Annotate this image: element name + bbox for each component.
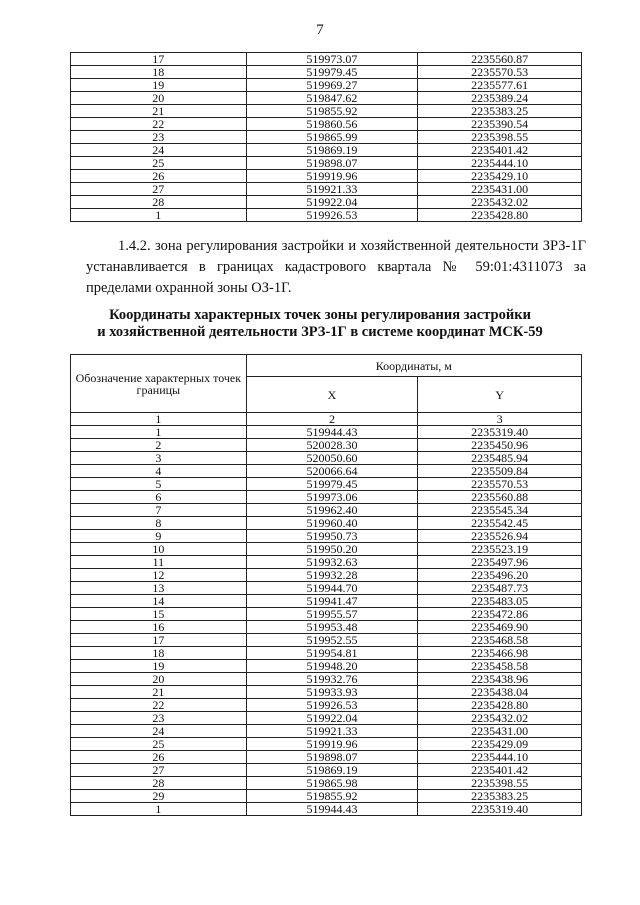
y-coordinate-cell: 2235497.96 bbox=[418, 556, 582, 569]
point-number-cell: 5 bbox=[71, 478, 247, 491]
x-coordinate-cell: 519950.20 bbox=[246, 543, 418, 556]
point-number-cell: 25 bbox=[71, 738, 247, 751]
table-row bbox=[71, 53, 582, 66]
x-coordinate-cell: 519898.07 bbox=[246, 157, 418, 170]
y-coordinate-cell: 2235432.02 bbox=[418, 196, 582, 209]
table-row bbox=[71, 530, 582, 543]
y-coordinate-cell: 2235466.98 bbox=[418, 647, 582, 660]
x-coordinate-cell: 519952.55 bbox=[246, 634, 418, 647]
table-row bbox=[71, 170, 582, 183]
point-number-cell: 3 bbox=[71, 452, 247, 465]
table-row bbox=[71, 569, 582, 582]
point-number-cell: 14 bbox=[71, 595, 247, 608]
column-index-2: 2 bbox=[246, 413, 418, 426]
x-coordinate-cell: 519950.73 bbox=[246, 530, 418, 543]
point-number-cell: 10 bbox=[71, 543, 247, 556]
x-coordinate-cell: 519960.40 bbox=[246, 517, 418, 530]
point-number-cell: 20 bbox=[71, 673, 247, 686]
y-coordinate-cell: 2235469.90 bbox=[418, 621, 582, 634]
y-coordinate-cell: 2235432.02 bbox=[418, 712, 582, 725]
point-number-cell: 16 bbox=[71, 621, 247, 634]
x-coordinate-cell: 519969.27 bbox=[246, 79, 418, 92]
table-row bbox=[71, 634, 582, 647]
x-coordinate-cell: 519953.48 bbox=[246, 621, 418, 634]
point-number-cell: 27 bbox=[71, 183, 247, 196]
point-number-cell: 22 bbox=[71, 699, 247, 712]
y-coordinate-cell: 2235485.94 bbox=[418, 452, 582, 465]
y-coordinate-cell: 2235509.84 bbox=[418, 465, 582, 478]
x-coordinate-cell: 519979.45 bbox=[246, 478, 418, 491]
y-coordinate-cell: 2235438.04 bbox=[418, 686, 582, 699]
x-coordinate-cell: 519865.99 bbox=[246, 131, 418, 144]
table-row bbox=[71, 556, 582, 569]
x-coordinate-cell: 519973.07 bbox=[246, 53, 418, 66]
table-row bbox=[71, 790, 582, 803]
y-coordinate-cell: 2235545.34 bbox=[418, 504, 582, 517]
point-number-cell: 25 bbox=[71, 157, 247, 170]
y-coordinate-cell: 2235429.10 bbox=[418, 170, 582, 183]
y-coordinate-cell: 2235542.45 bbox=[418, 517, 582, 530]
x-coordinate-cell: 519921.33 bbox=[246, 183, 418, 196]
table-row bbox=[71, 751, 582, 764]
x-coordinate-cell: 519921.33 bbox=[246, 725, 418, 738]
table-row bbox=[71, 452, 582, 465]
point-number-cell: 28 bbox=[71, 777, 247, 790]
x-coordinate-cell: 519941.47 bbox=[246, 595, 418, 608]
point-number-cell: 17 bbox=[71, 53, 247, 66]
table-row bbox=[71, 66, 582, 79]
x-coordinate-cell: 519948.20 bbox=[246, 660, 418, 673]
x-coordinate-cell: 519944.43 bbox=[246, 803, 418, 816]
point-number-cell: 21 bbox=[71, 105, 247, 118]
header-y: Y bbox=[418, 377, 582, 413]
coordinates-table-continued bbox=[70, 52, 582, 222]
x-coordinate-cell: 520028.30 bbox=[246, 439, 418, 452]
y-coordinate-cell: 2235523.19 bbox=[418, 543, 582, 556]
table-row bbox=[71, 686, 582, 699]
point-number-cell: 2 bbox=[71, 439, 247, 452]
table-row bbox=[71, 92, 582, 105]
x-coordinate-cell: 519860.56 bbox=[246, 118, 418, 131]
y-coordinate-cell: 2235431.00 bbox=[418, 725, 582, 738]
point-number-cell: 26 bbox=[71, 751, 247, 764]
x-coordinate-cell: 519898.07 bbox=[246, 751, 418, 764]
point-number-cell: 18 bbox=[71, 647, 247, 660]
x-coordinate-cell: 519932.63 bbox=[246, 556, 418, 569]
table-row bbox=[71, 478, 582, 491]
table-row bbox=[71, 738, 582, 751]
y-coordinate-cell: 2235383.25 bbox=[418, 105, 582, 118]
x-coordinate-cell: 520050.60 bbox=[246, 452, 418, 465]
x-coordinate-cell: 519932.28 bbox=[246, 569, 418, 582]
y-coordinate-cell: 2235398.55 bbox=[418, 131, 582, 144]
y-coordinate-cell: 2235570.53 bbox=[418, 478, 582, 491]
table-row bbox=[71, 543, 582, 556]
table-row bbox=[71, 209, 582, 222]
x-coordinate-cell: 519933.93 bbox=[246, 686, 418, 699]
y-coordinate-cell: 2235319.40 bbox=[418, 426, 582, 439]
point-number-cell: 18 bbox=[71, 66, 247, 79]
y-coordinate-cell: 2235390.54 bbox=[418, 118, 582, 131]
y-coordinate-cell: 2235398.55 bbox=[418, 777, 582, 790]
x-coordinate-cell: 520066.64 bbox=[246, 465, 418, 478]
table-row bbox=[71, 673, 582, 686]
x-coordinate-cell: 519855.92 bbox=[246, 790, 418, 803]
header-coordinates: Координаты, м bbox=[246, 355, 581, 377]
point-number-cell: 21 bbox=[71, 686, 247, 699]
y-coordinate-cell: 2235468.58 bbox=[418, 634, 582, 647]
table-row bbox=[71, 608, 582, 621]
y-coordinate-cell: 2235450.96 bbox=[418, 439, 582, 452]
table-row bbox=[71, 621, 582, 634]
y-coordinate-cell: 2235383.25 bbox=[418, 790, 582, 803]
table-row bbox=[71, 777, 582, 790]
column-index-3: 3 bbox=[418, 413, 582, 426]
x-coordinate-cell: 519919.96 bbox=[246, 738, 418, 751]
table-row bbox=[71, 465, 582, 478]
table-row bbox=[71, 725, 582, 738]
y-coordinate-cell: 2235438.96 bbox=[418, 673, 582, 686]
point-number-cell: 4 bbox=[71, 465, 247, 478]
point-number-cell: 24 bbox=[71, 144, 247, 157]
point-number-cell: 29 bbox=[71, 790, 247, 803]
table-row bbox=[71, 79, 582, 92]
y-coordinate-cell: 2235428.80 bbox=[418, 209, 582, 222]
column-index-1: 1 bbox=[71, 413, 247, 426]
x-coordinate-cell: 519847.62 bbox=[246, 92, 418, 105]
point-number-cell: 27 bbox=[71, 764, 247, 777]
y-coordinate-cell: 2235487.73 bbox=[418, 582, 582, 595]
y-coordinate-cell: 2235458.58 bbox=[418, 660, 582, 673]
x-coordinate-cell: 519922.04 bbox=[246, 196, 418, 209]
table-heading bbox=[0, 307, 640, 341]
y-coordinate-cell: 2235431.00 bbox=[418, 183, 582, 196]
point-number-cell: 9 bbox=[71, 530, 247, 543]
point-number-cell: 7 bbox=[71, 504, 247, 517]
point-number-cell: 12 bbox=[71, 569, 247, 582]
y-coordinate-cell: 2235389.24 bbox=[418, 92, 582, 105]
point-number-cell: 13 bbox=[71, 582, 247, 595]
point-number-cell: 23 bbox=[71, 131, 247, 144]
heading-line-1: Координаты характерных точек зоны регулирования застройки bbox=[109, 307, 531, 323]
x-coordinate-cell: 519955.57 bbox=[246, 608, 418, 621]
x-coordinate-cell: 519919.96 bbox=[246, 170, 418, 183]
coordinates-table-zrz-1g bbox=[70, 354, 582, 816]
point-number-cell: 15 bbox=[71, 608, 247, 621]
y-coordinate-cell: 2235560.88 bbox=[418, 491, 582, 504]
x-coordinate-cell: 519932.76 bbox=[246, 673, 418, 686]
table-row bbox=[71, 157, 582, 170]
table-row bbox=[71, 660, 582, 673]
heading-line-2: и хозяйственной деятельности ЗРЗ-1Г в системе координат МСК-59 bbox=[97, 324, 543, 340]
table-row bbox=[71, 196, 582, 209]
table-row bbox=[71, 699, 582, 712]
point-number-cell: 28 bbox=[71, 196, 247, 209]
x-coordinate-cell: 519954.81 bbox=[246, 647, 418, 660]
x-coordinate-cell: 519869.19 bbox=[246, 764, 418, 777]
point-number-cell: 1 bbox=[71, 426, 247, 439]
point-number-cell: 20 bbox=[71, 92, 247, 105]
y-coordinate-cell: 2235319.40 bbox=[418, 803, 582, 816]
x-coordinate-cell: 519944.70 bbox=[246, 582, 418, 595]
y-coordinate-cell: 2235526.94 bbox=[418, 530, 582, 543]
x-coordinate-cell: 519865.98 bbox=[246, 777, 418, 790]
table-row bbox=[71, 491, 582, 504]
point-number-cell: 8 bbox=[71, 517, 247, 530]
point-number-cell: 1 bbox=[71, 803, 247, 816]
table-row bbox=[71, 764, 582, 777]
point-number-cell: 23 bbox=[71, 712, 247, 725]
x-coordinate-cell: 519944.43 bbox=[246, 426, 418, 439]
table-row bbox=[71, 595, 582, 608]
table-row bbox=[71, 439, 582, 452]
y-coordinate-cell: 2235428.80 bbox=[418, 699, 582, 712]
table-row bbox=[71, 504, 582, 517]
x-coordinate-cell: 519926.53 bbox=[246, 209, 418, 222]
table-row bbox=[71, 426, 582, 439]
y-coordinate-cell: 2235472.86 bbox=[418, 608, 582, 621]
x-coordinate-cell: 519962.40 bbox=[246, 504, 418, 517]
x-coordinate-cell: 519869.19 bbox=[246, 144, 418, 157]
point-number-cell: 24 bbox=[71, 725, 247, 738]
table-row bbox=[71, 517, 582, 530]
y-coordinate-cell: 2235401.42 bbox=[418, 764, 582, 777]
table-row bbox=[71, 647, 582, 660]
x-coordinate-cell: 519922.04 bbox=[246, 712, 418, 725]
y-coordinate-cell: 2235577.61 bbox=[418, 79, 582, 92]
point-number-cell: 19 bbox=[71, 660, 247, 673]
point-number-cell: 22 bbox=[71, 118, 247, 131]
x-coordinate-cell: 519855.92 bbox=[246, 105, 418, 118]
y-coordinate-cell: 2235429.09 bbox=[418, 738, 582, 751]
y-coordinate-cell: 2235444.10 bbox=[418, 157, 582, 170]
y-coordinate-cell: 2235483.05 bbox=[418, 595, 582, 608]
header-x: X bbox=[246, 377, 418, 413]
table-row bbox=[71, 712, 582, 725]
x-coordinate-cell: 519979.45 bbox=[246, 66, 418, 79]
point-number-cell: 6 bbox=[71, 491, 247, 504]
point-number-cell: 11 bbox=[71, 556, 247, 569]
table-row bbox=[71, 582, 582, 595]
header-point-designation: Обозначение характерных точек границы bbox=[71, 355, 247, 413]
table-row bbox=[71, 131, 582, 144]
y-coordinate-cell: 2235560.87 bbox=[418, 53, 582, 66]
y-coordinate-cell: 2235570.53 bbox=[418, 66, 582, 79]
paragraph-text: 1.4.2. зона регулирования застройки и хозяйственной деятельности ЗРЗ-1Г устанавливается в границах кадастрового квартала № 59:01:4311073 за пределами охранной зоны ОЗ-1Г. bbox=[86, 238, 586, 296]
table-row bbox=[71, 183, 582, 196]
point-number-cell: 19 bbox=[71, 79, 247, 92]
table-row bbox=[71, 105, 582, 118]
point-number-cell: 1 bbox=[71, 209, 247, 222]
table-row bbox=[71, 144, 582, 157]
table-row bbox=[71, 118, 582, 131]
page-number: 7 bbox=[316, 22, 324, 38]
x-coordinate-cell: 519926.53 bbox=[246, 699, 418, 712]
point-number-cell: 26 bbox=[71, 170, 247, 183]
y-coordinate-cell: 2235401.42 bbox=[418, 144, 582, 157]
table-row bbox=[71, 803, 582, 816]
y-coordinate-cell: 2235444.10 bbox=[418, 751, 582, 764]
x-coordinate-cell: 519973.06 bbox=[246, 491, 418, 504]
point-number-cell: 17 bbox=[71, 634, 247, 647]
paragraph-1-4-2 bbox=[54, 236, 586, 299]
y-coordinate-cell: 2235496.20 bbox=[418, 569, 582, 582]
